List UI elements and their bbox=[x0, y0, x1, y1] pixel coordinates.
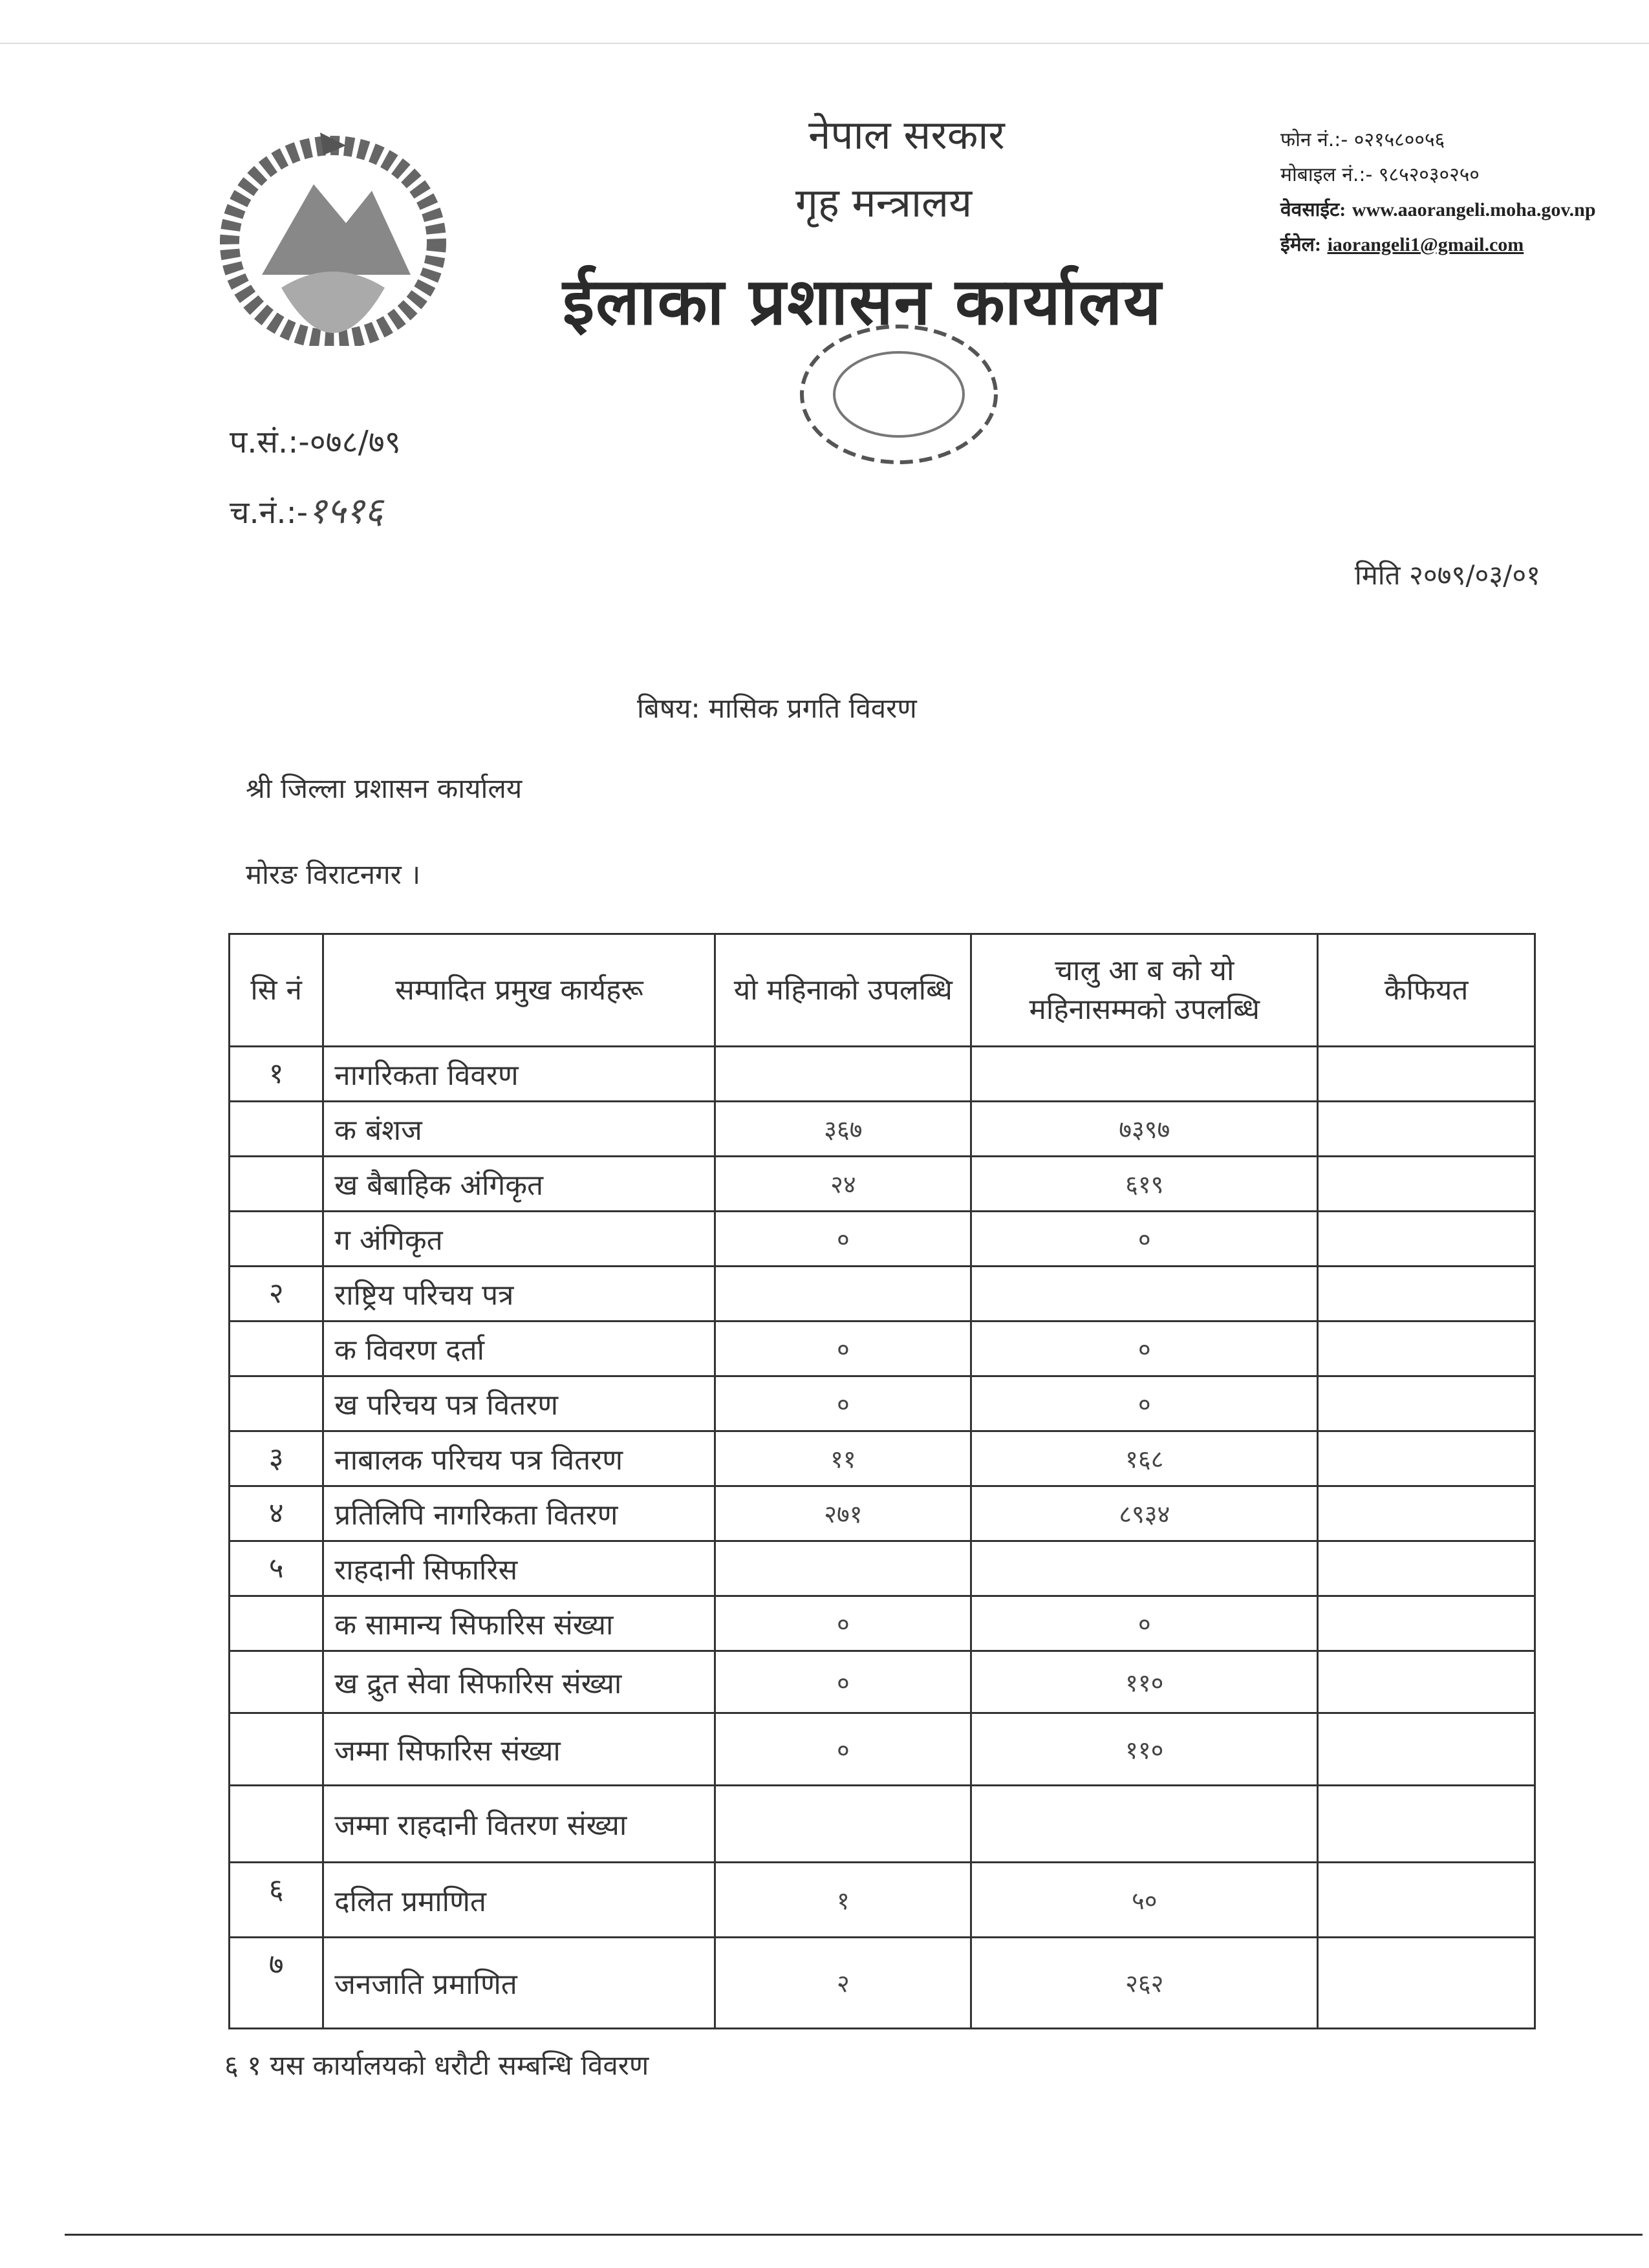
table-row bbox=[230, 1212, 1535, 1267]
task-cell: दलित प्रमाणित bbox=[323, 1863, 715, 1938]
this-month-cell: ० bbox=[715, 1321, 971, 1376]
phone-line bbox=[1280, 123, 1596, 158]
fiscal-to-date-cell bbox=[971, 1267, 1318, 1321]
serial-cell: ४ bbox=[230, 1486, 323, 1541]
contact-block bbox=[1280, 123, 1596, 262]
this-month-cell: २७१ bbox=[715, 1486, 971, 1541]
task-cell: ग अंगिकृत bbox=[323, 1212, 715, 1267]
remarks-cell bbox=[1318, 1267, 1535, 1321]
header-task: सम्पादित प्रमुख कार्यहरू bbox=[323, 934, 715, 1047]
serial-cell bbox=[230, 1596, 323, 1651]
header-serial: सि नं bbox=[230, 934, 323, 1047]
task-cell: क बंशज bbox=[323, 1102, 715, 1157]
fiscal-to-date-cell: ११० bbox=[971, 1651, 1318, 1713]
fiscal-to-date-cell: ५० bbox=[971, 1863, 1318, 1938]
serial-cell: ५ bbox=[230, 1541, 323, 1596]
fiscal-to-date-cell: ८९३४ bbox=[971, 1486, 1318, 1541]
serial-cell bbox=[230, 1321, 323, 1376]
task-cell: ख द्रुत सेवा सिफारिस संख्या bbox=[323, 1651, 715, 1713]
remarks-cell bbox=[1318, 1431, 1535, 1486]
letter-date: मिति २०७९/०३/०१ bbox=[1354, 559, 1540, 591]
this-month-cell: ० bbox=[715, 1376, 971, 1431]
remarks-cell bbox=[1318, 1047, 1535, 1102]
this-month-cell bbox=[715, 1786, 971, 1863]
remarks-cell bbox=[1318, 1157, 1535, 1212]
email-line bbox=[1280, 228, 1596, 262]
table-row bbox=[230, 1267, 1535, 1321]
task-cell: नागरिकता विवरण bbox=[323, 1047, 715, 1102]
task-cell: जनजाति प्रमाणित bbox=[323, 1938, 715, 2029]
serial-cell: ३ bbox=[230, 1431, 323, 1486]
fiscal-to-date-cell: ० bbox=[971, 1376, 1318, 1431]
table-row bbox=[230, 1863, 1535, 1938]
nepal-government-emblem bbox=[217, 126, 449, 346]
header-this-month: यो महिनाको उपलब्धि bbox=[715, 934, 971, 1047]
this-month-cell: ११ bbox=[715, 1431, 971, 1486]
task-cell: क विवरण दर्ता bbox=[323, 1321, 715, 1376]
remarks-cell bbox=[1318, 1321, 1535, 1376]
letter-reference-number: प.सं.:-०७८/७९ bbox=[230, 424, 401, 460]
this-month-cell bbox=[715, 1047, 971, 1102]
this-month-cell: २ bbox=[715, 1938, 971, 2029]
fiscal-to-date-cell: २६२ bbox=[971, 1938, 1318, 2029]
mobile-label: मोबाइल नं.:- bbox=[1280, 164, 1373, 186]
table-row bbox=[230, 1157, 1535, 1212]
table-row bbox=[230, 1786, 1535, 1863]
addressee-line-2: मोरङ विराटनगर । bbox=[246, 859, 421, 890]
remarks-cell bbox=[1318, 1786, 1535, 1863]
office-seal-stamp bbox=[789, 317, 1009, 472]
addressee-line-1: श्री जिल्ला प्रशासन कार्यालय bbox=[246, 773, 523, 804]
table-row bbox=[230, 1713, 1535, 1786]
fiscal-to-date-cell: ६१९ bbox=[971, 1157, 1318, 1212]
remarks-cell bbox=[1318, 1541, 1535, 1596]
task-cell: नाबालक परिचय पत्र वितरण bbox=[323, 1431, 715, 1486]
table-row bbox=[230, 1102, 1535, 1157]
mobile-line bbox=[1280, 158, 1596, 193]
serial-cell: १ bbox=[230, 1047, 323, 1102]
remarks-cell bbox=[1318, 1863, 1535, 1938]
header-remarks: कैफियत bbox=[1318, 934, 1535, 1047]
dispatch-number-handwritten: १५१६ bbox=[308, 490, 383, 532]
this-month-cell: ० bbox=[715, 1596, 971, 1651]
task-cell: प्रतिलिपि नागरिकता वितरण bbox=[323, 1486, 715, 1541]
task-cell: ख बैबाहिक अंगिकृत bbox=[323, 1157, 715, 1212]
task-cell: ख परिचय पत्र वितरण bbox=[323, 1376, 715, 1431]
this-month-cell: ३६७ bbox=[715, 1102, 971, 1157]
serial-cell bbox=[230, 1102, 323, 1157]
monthly-progress-table bbox=[228, 933, 1536, 2029]
office-title: ईलाका प्रशासन कार्यालय bbox=[563, 264, 1163, 339]
table-header-row bbox=[230, 934, 1535, 1047]
mobile-number: ९८५२०३०२५० bbox=[1378, 164, 1480, 186]
bottom-rule bbox=[65, 2234, 1643, 2236]
this-month-cell: २४ bbox=[715, 1157, 971, 1212]
remarks-cell bbox=[1318, 1102, 1535, 1157]
remarks-cell bbox=[1318, 1486, 1535, 1541]
table-row bbox=[230, 1651, 1535, 1713]
serial-cell bbox=[230, 1786, 323, 1863]
table-row bbox=[230, 1376, 1535, 1431]
ministry-name: गृह मन्त्रालय bbox=[795, 179, 973, 226]
table-row bbox=[230, 1431, 1535, 1486]
phone-number: ०२१५८००५६ bbox=[1353, 129, 1445, 151]
fiscal-to-date-cell bbox=[971, 1786, 1318, 1863]
dispatch-number bbox=[230, 485, 383, 534]
serial-cell bbox=[230, 1376, 323, 1431]
serial-cell bbox=[230, 1212, 323, 1267]
remarks-cell bbox=[1318, 1938, 1535, 2029]
serial-cell bbox=[230, 1157, 323, 1212]
remarks-cell bbox=[1318, 1596, 1535, 1651]
header-fiscal-to-date: चालु आ ब को यो महिनासम्मको उपलब्धि bbox=[971, 934, 1318, 1047]
table-row bbox=[230, 1486, 1535, 1541]
this-month-cell: ० bbox=[715, 1212, 971, 1267]
this-month-cell: ० bbox=[715, 1651, 971, 1713]
website-line bbox=[1280, 193, 1596, 228]
task-cell: जम्मा राहदानी वितरण संख्या bbox=[323, 1786, 715, 1863]
task-cell: राहदानी सिफारिस bbox=[323, 1541, 715, 1596]
table-row bbox=[230, 1047, 1535, 1102]
fiscal-to-date-cell: ७३९७ bbox=[971, 1102, 1318, 1157]
fiscal-to-date-cell: ११० bbox=[971, 1713, 1318, 1786]
email-link[interactable]: iaorangeli1@gmail.com bbox=[1327, 234, 1524, 255]
dispatch-label: च.नं.:- bbox=[230, 495, 308, 531]
serial-cell bbox=[230, 1651, 323, 1713]
table-row bbox=[230, 1321, 1535, 1376]
task-cell: जम्मा सिफारिस संख्या bbox=[323, 1713, 715, 1786]
serial-cell: २ bbox=[230, 1267, 323, 1321]
website-link[interactable]: www.aaorangeli.moha.gov.np bbox=[1352, 199, 1596, 220]
fiscal-to-date-cell: ० bbox=[971, 1321, 1318, 1376]
footer-note: ६ १ यस कार्यालयको धरौटी सम्बन्धि विवरण bbox=[224, 2049, 649, 2081]
subject-line: बिषय: मासिक प्रगति विवरण bbox=[637, 692, 917, 724]
top-scan-line bbox=[0, 43, 1649, 44]
fiscal-to-date-cell: ० bbox=[971, 1596, 1318, 1651]
serial-cell: ६ bbox=[230, 1863, 323, 1938]
remarks-cell bbox=[1318, 1713, 1535, 1786]
this-month-cell bbox=[715, 1267, 971, 1321]
fiscal-to-date-cell bbox=[971, 1541, 1318, 1596]
fiscal-to-date-cell bbox=[971, 1047, 1318, 1102]
remarks-cell bbox=[1318, 1376, 1535, 1431]
table-row bbox=[230, 1938, 1535, 2029]
remarks-cell bbox=[1318, 1651, 1535, 1713]
fiscal-to-date-cell: ० bbox=[971, 1212, 1318, 1267]
serial-cell: ७ bbox=[230, 1938, 323, 2029]
remarks-cell bbox=[1318, 1212, 1535, 1267]
phone-label: फोन नं.:- bbox=[1280, 129, 1348, 151]
serial-cell bbox=[230, 1713, 323, 1786]
email-label: ईमेल: bbox=[1280, 234, 1322, 255]
this-month-cell: ० bbox=[715, 1713, 971, 1786]
task-cell: क सामान्य सिफारिस संख्या bbox=[323, 1596, 715, 1651]
this-month-cell: १ bbox=[715, 1863, 971, 1938]
website-label: वेवसाईट: bbox=[1280, 199, 1346, 220]
task-cell: राष्ट्रिय परिचय पत्र bbox=[323, 1267, 715, 1321]
government-name: नेपाल सरकार bbox=[808, 111, 1005, 158]
this-month-cell bbox=[715, 1541, 971, 1596]
fiscal-to-date-cell: १६८ bbox=[971, 1431, 1318, 1486]
table-row bbox=[230, 1596, 1535, 1651]
table-row bbox=[230, 1541, 1535, 1596]
